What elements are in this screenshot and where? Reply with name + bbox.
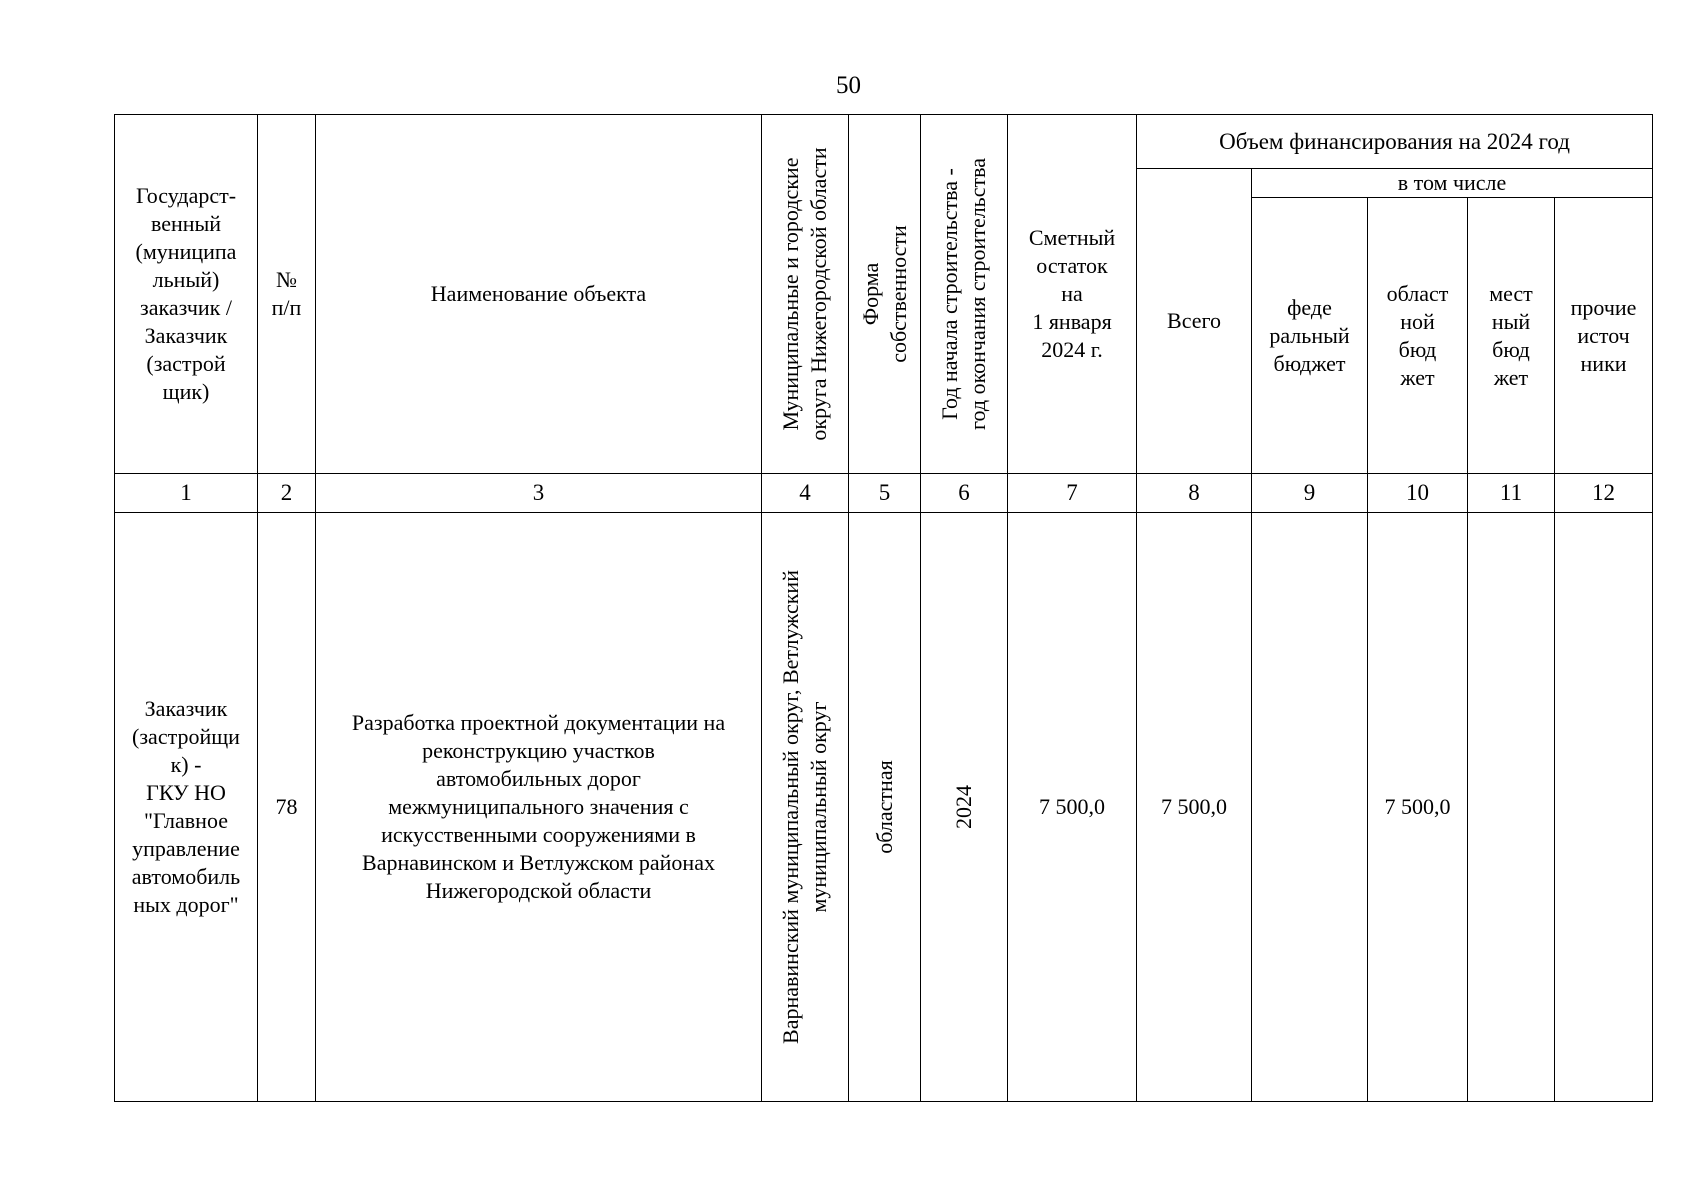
row-district [762,513,849,1102]
row-total: 7 500,0 [1137,513,1252,1102]
header-total: Всего [1137,169,1252,474]
column-number: 9 [1252,474,1368,513]
header-regional: област ной бюд жет [1368,198,1468,474]
row-estimate-balance: 7 500,0 [1008,513,1137,1102]
column-number: 11 [1468,474,1555,513]
row-ownership-text: областная [871,760,897,854]
row-customer: Заказчик (застройщи к) - ГКУ НО "Главное управление автомобиль ных дорог" [115,513,258,1102]
row-number: 78 [258,513,316,1102]
column-number: 7 [1008,474,1137,513]
header-ownership-line1: Форма [857,262,883,326]
header-districts-line2: округа Нижегородской области [806,147,831,441]
column-number: 6 [921,474,1008,513]
column-number: 5 [849,474,921,513]
row-local [1468,513,1555,1102]
header-federal: феде ральный бюджет [1252,198,1368,474]
column-number: 10 [1368,474,1468,513]
row-federal [1252,513,1368,1102]
row-years [921,513,1008,1102]
column-number: 1 [115,474,258,513]
header-districts [762,115,849,474]
header-districts-line1: Муниципальные и городские [778,157,803,431]
header-years [921,115,1008,474]
table-row [115,513,1653,1102]
header-customer: Государст- венный (муниципа льный) заказчик / Заказчик (застрой щик) [115,115,258,474]
header-including: в том числе [1252,169,1653,198]
column-number: 12 [1555,474,1653,513]
row-ownership [849,513,921,1102]
header-row [115,115,1653,169]
row-other [1555,513,1653,1102]
header-other: прочие источ ники [1555,198,1653,474]
row-object-name: Разработка проектной документации на реконструкцию участков автомобильных дорог межмуниципального значения с искусственными сооружениями в Варнавинском и Ветлужском районах Нижегородской области [316,513,762,1102]
column-number: 2 [258,474,316,513]
row-years-text: 2024 [951,785,976,829]
column-number: 3 [316,474,762,513]
header-number: № п/п [258,115,316,474]
header-local: мест ный бюд жет [1468,198,1555,474]
header-object-name: Наименование объекта [316,115,762,474]
header-estimate-balance: Сметный остаток на 1 января 2024 г. [1008,115,1137,474]
header-years-line2: год окончания строительства [965,158,990,430]
header-financing: Объем финансирования на 2024 год [1137,115,1653,169]
row-district-line2: муниципальный округ [806,701,831,913]
column-numbers-row [115,474,1653,513]
header-years-line1: Год начала строительства - [937,168,962,420]
header-ownership [849,115,921,474]
column-number: 4 [762,474,849,513]
financing-table [114,114,1653,1102]
row-district-line1: Варнавинский муниципальный округ, Ветлужский [778,570,803,1044]
column-number: 8 [1137,474,1252,513]
row-regional: 7 500,0 [1368,513,1468,1102]
header-ownership-line2: собственности [885,225,911,363]
page-number: 50 [836,72,861,99]
